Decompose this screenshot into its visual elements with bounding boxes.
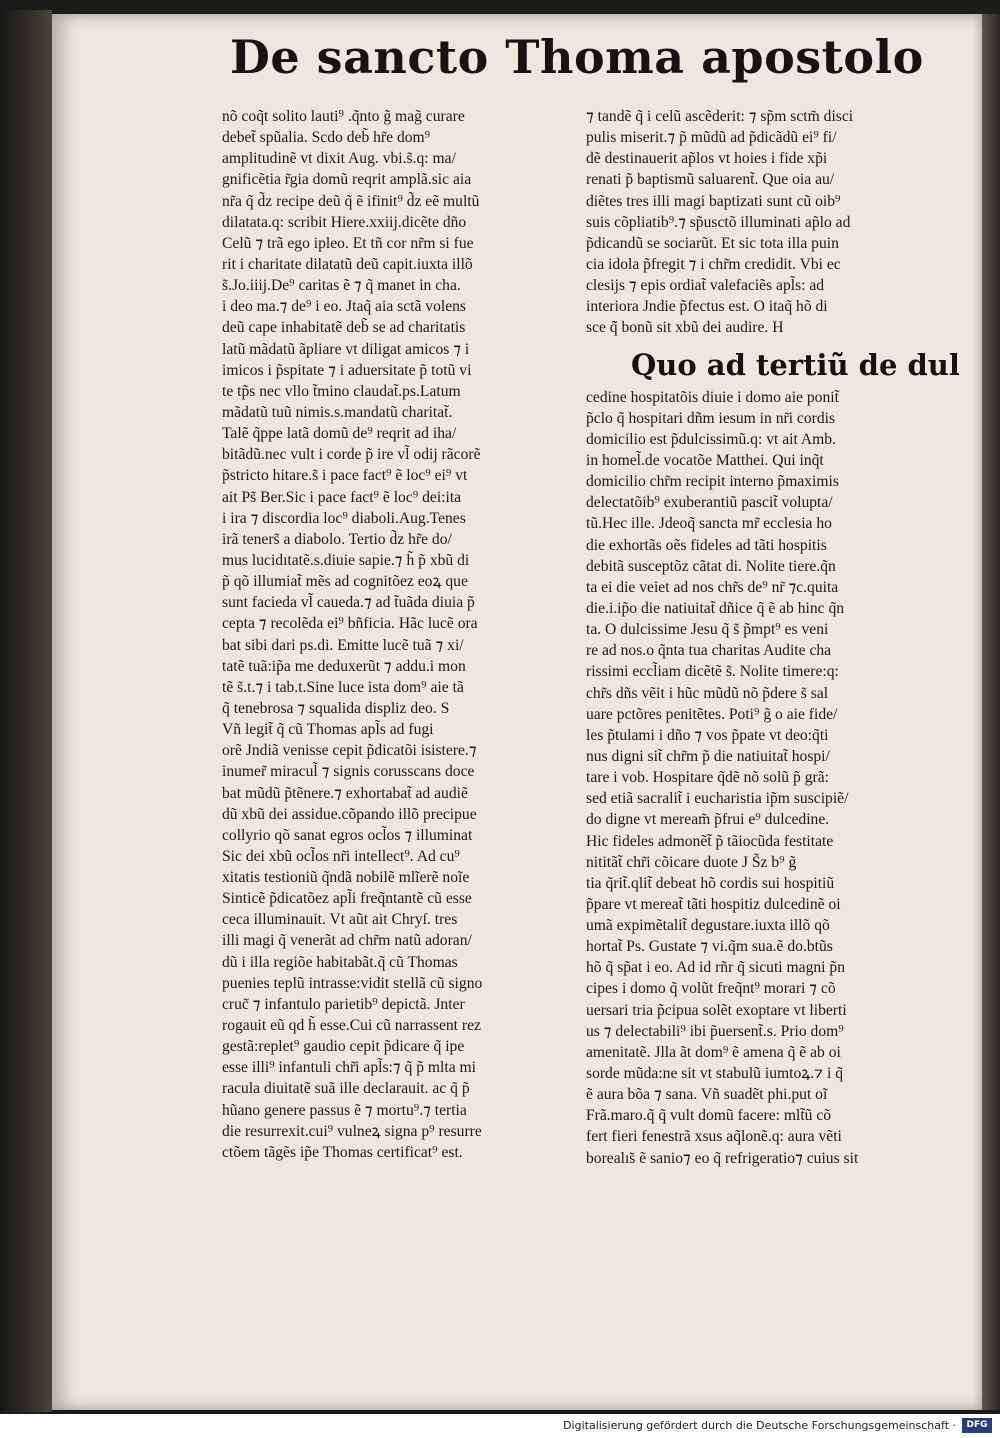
text-line: ⁊ tandẽ q̃ i celũ ascẽderit: ⁊ sp̃m sctm̃ disci (586, 108, 854, 125)
page-title: De sancto Thoma apostolo (230, 30, 924, 84)
text-line: i ira ⁊ discordia loc⁹ diaboli.Aug.Tenes (222, 509, 466, 527)
text-line: us ⁊ delectabili⁹ ibi p̃uersent̃.s. Prio dom⁹ (586, 1022, 844, 1040)
text-line: dũ i illa regiõe habitabãt.q̃ cũ Thomas (222, 953, 458, 971)
text-line: re ad nos.o q̃nta tua charitas Audite cha (586, 642, 832, 660)
text-line: diẽtes tres illi magi baptizati sunt cũ oib⁹ (586, 192, 841, 210)
text-line: tatẽ tuã:ip̃a me deduxerũt ⁊ addu.i mon (222, 657, 466, 675)
text-line: sunt facieda vl̃ caueda.⁊ ad t̃uãda diuia p̃ (222, 594, 475, 612)
text-line: Celũ ⁊ trã ego ipleo. Et tñ cor nr̃m si fue (222, 234, 474, 252)
text-line: delectatõib⁹ exuberantiũ pascit̃ volupta/ (586, 494, 833, 512)
text-line: tare i vob. Hospitare q̃dẽ nõ solũ p̃ grã: (586, 769, 829, 787)
text-line: interiora Jndie p̃fectus est. O itaq̃ hõ di (586, 298, 828, 316)
text-line: uare pctõres penitẽtes. Poti⁹ g̃ o aie fide/ (586, 705, 838, 723)
left-column (222, 106, 572, 1163)
text-line: nititãt̃ chr̃i cõicare duote J S̃z b⁹ g̃ (586, 853, 797, 871)
right-column-bottom (586, 387, 938, 1169)
text-line: dũ xbũ dei assidue.cõpando illõ precipue (222, 805, 477, 823)
text-line: rogauit eũ qd h̃ esse.Cui cũ narrassent rez (222, 1017, 481, 1035)
text-line: orẽ Jndiã venisse cepit p̃dicatõi isistere.⁊ (222, 742, 477, 760)
text-line: p̃clo q̃ hospitari dñm iesum in nr̃i cordis (586, 409, 836, 427)
text-line: fert fieri fenestrã xsus aq̃lonẽ.q: aura vẽti (586, 1128, 842, 1146)
text-line: te tp̃s nec vllo t̃mino claudat̃.ps.Latum (222, 382, 461, 400)
page-edge (982, 14, 1000, 1410)
text-line: cia idola p̃fregit ⁊ i chr̃m credidit. Vbi ec (586, 255, 841, 273)
text-line: amplitudinẽ vt dixit Aug. vbi.s̃.q: ma/ (222, 150, 456, 168)
text-line: Frã.maro.q̃ q̃ vult domũ facere: mlt̃ũ cõ (586, 1107, 832, 1125)
text-line: ceca illuminauit. Vt aũt ait Chryſ. tres (222, 911, 458, 929)
text-line: nõ coq̃t solito lauti⁹ .q̃nto g̃ mag̃ curare (222, 108, 465, 125)
text-line: domicilio chr̃m recipit interno p̃maximis (586, 473, 839, 491)
dfg-logo-icon: DFG (962, 1418, 992, 1433)
text-line: Vñ legit̃ q̃ cũ Thomas apl̃s ad fugi (222, 721, 434, 739)
text-line: rit i charitate dilatatũ deũ capit.iuxta illõ (222, 255, 473, 273)
text-line: p̃dicandũ se sociarũt. Et sic tota illa puin (586, 234, 839, 252)
text-line: dẽ destinauerit ap̃los vt hoies i fide xp̃i (586, 150, 828, 168)
text-line: ta. O dulcissime Jesu q̃ s̃ p̃mpt⁹ es veni (586, 621, 829, 639)
text-line: die exhortãs oẽs fideles ad tãti hospitis (586, 536, 827, 554)
text-line: Sinticẽ p̃dicatõez apl̃i freq̃ntantẽ cũ esse (222, 890, 472, 908)
text-line: borealı̃s ẽ sanio⁊ eo q̃ refrigeratio⁊ cuius sit (586, 1149, 859, 1167)
text-line: sorde mũda:ne sit vt stabulũ iumtoꝝ.⁊ i q̃ (586, 1065, 844, 1083)
footer-bar (0, 1414, 1000, 1438)
text-line: gestã:replet⁹ gaudio cepit p̃dicare q̃ ipe (222, 1038, 465, 1056)
text-line: s̃.Jo.iiij.De⁹ caritas ẽ ⁊ q̃ manet in cha. (222, 277, 461, 295)
text-line: uersari tria p̃cipua solẽt exoptare vt liberti (586, 1001, 847, 1019)
text-line: hortat̃ Ps. Gustate ⁊ vi.q̃m sua.ẽ do.btũs (586, 938, 833, 956)
text-line: sed etiã sacralit̃ i eucharistia ip̃m suscipiẽ/ (586, 790, 849, 808)
text-line: irã teners̃ a diabolo. Tertio d̃z hr̃e do/ (222, 530, 452, 548)
text-line: collyrio qõ sanat egros ocl̃os ⁊ illuminat (222, 826, 473, 844)
text-line: in homel̃.de vocatõe Matthei. Qui inq̃t (586, 451, 824, 469)
text-line: racula diuitatẽ suã ille declarauit. ac q̃ p̃ (222, 1080, 470, 1098)
right-column-top (586, 106, 938, 339)
book-binding (0, 10, 52, 1412)
text-line: domicilio est p̃dulcissimũ.q: vt ait Amb. (586, 430, 836, 448)
text-line: q̃ tenebrosa ⁊ squalida displiz deo. S (222, 699, 450, 717)
text-line: i deo ma.⁊ de⁹ i eo. Jtaq̃ aia sctã volens (222, 298, 466, 316)
text-line: renati p̃ baptismũ saluarent̃. Que oia au/ (586, 171, 835, 189)
text-line: ait Ps̃ Ber.Sic i pace fact⁹ ẽ loc⁹ dei:ita (222, 488, 462, 506)
text-line: nr̃a q̃ d̃z recipe deũ q̃ ẽ ifinit⁹ d̃z eẽ multũ (222, 192, 480, 210)
text-line: mus lucidıtatẽ.s.diuie sapie.⁊ h̃ p̃ xbũ di (222, 551, 470, 569)
text-line: ẽ aura bõa ⁊ sana. Vñ suadẽt phi.put oĩ (586, 1086, 828, 1104)
text-line: chr̃s dñs vẽit i hũc mũdũ nõ p̃dere s̃ sal (586, 684, 829, 702)
text-line: illi magi q̃ venerãt ad chr̃m natũ adoran/ (222, 932, 472, 950)
text-line: p̃ qõ illumiat̃ mẽs ad cognitõez eoꝝ que (222, 573, 468, 591)
text-line: do digne vt meream̃ p̃frui e⁹ dulcedine. (586, 811, 830, 829)
text-line: hõ q̃ sp̃at i eo. Ad id rñr q̃ sicuti magni p̃n (586, 959, 846, 977)
text-line: esse illi⁹ infantuli chr̃i apl̃s:⁊ q̃ p̃ mlta mi (222, 1059, 476, 1077)
text-line: tẽ s̃.t.⁊ i tab.t.Sine luce ista dom⁹ aie tã (222, 678, 464, 696)
text-line: gnificẽtia r̃gia domũ reqrit amplã.sic aia (222, 171, 472, 189)
text-line: debitã susceptõz cãtat di. Nolite tiere.q̃n (586, 557, 836, 575)
text-line: cepta ⁊ recolẽda ei⁹ bñficia. Hãc lucẽ ora (222, 615, 478, 633)
text-line: xitatis testioniũ q̃ndã nobilẽ mlĩerẽ noĩe (222, 869, 470, 887)
text-line: ctõem tãgẽs ip̃e Thomas certificat⁹ est. (222, 1143, 463, 1161)
text-line: ta ei die veiet ad nos chr̃s de⁹ nr̃ ⁊c.quita (586, 578, 839, 596)
text-line: bitãdũ.nec vult i corde p̃ ire vl̃ odij rãcorẽ (222, 446, 481, 464)
text-line: cruc̃ ⁊ infantulo parietib⁹ depictã. Jnter (222, 995, 465, 1013)
text-line: deũ cape inhabitatẽ deb̃ se ad charitatis (222, 319, 466, 337)
text-line: latũ mãdatũ ãpliare vt diligat amicos ⁊ i (222, 340, 470, 358)
text-line: sce q̃̃ bonũ sit xbũ dei audire. H (586, 319, 784, 337)
text-line: inumer̃ miracul̃ ⁊ signis corusscans doce (222, 763, 475, 781)
text-line: Sic dei xbũ ocl̃os nr̃i intellect⁹. Ad cu⁹ (222, 847, 460, 865)
text-line: cipes i domo q̃ volũt freq̃nt⁹ morari ⁊ cõ (586, 980, 836, 998)
text-line: tũ.Hec ille. Jdeoq̃ sancta mr̃ ecclesia ho (586, 515, 832, 533)
text-line: clesijs ⁊ epis ordiat̃ valefaciẽs apl̃s: ad (586, 277, 825, 295)
footer-credit: Digitalisierung gefördert durch die Deutsche Forschungsgemeinschaft · (563, 1419, 956, 1432)
text-line: imicos i p̃spitate ⁊ i aduersitate p̃ totũ vi (222, 361, 472, 379)
text-line: debet̃ spũalia. Scdo deb̃ hr̃e dom⁹ (222, 129, 431, 147)
text-line: umã expimẽtalit̃ degustare.iuxta illõ qõ (586, 917, 830, 935)
text-line: dilatata.q: scribit Hiere.xxiij.dicẽte dño (222, 213, 467, 231)
text-line: p̃pare vt mereat̃ tãti hospitiz dulcedinẽ oi (586, 895, 841, 913)
text-line: bat sibi dari ps.di. Emitte lucẽ tuã ⁊ xi/ (222, 636, 464, 654)
text-line: tia q̃rit̃.qlit̃ debeat hõ cordis sui hospitiũ (586, 874, 835, 892)
text-line: rissimi eccl̃iam dicẽtẽ s̃. Nolite timere:q: (586, 663, 839, 681)
text-line: puenies teplũ intrasse:vidit stellã cũ signo (222, 974, 483, 992)
right-column (586, 106, 960, 1169)
text-line: nus digni sit̃ chr̃m p̃ die natiuitat̃ hospi/ (586, 747, 830, 765)
text-line: Talẽ q̃ppe latã domũ de⁹ reqrit ad iha/ (222, 425, 457, 443)
text-line: amenitatẽ. Jlla ãt dom⁹ ẽ amena q̃ ẽ ab oi (586, 1043, 841, 1061)
text-line: suis cõpliatib⁹.⁊ sp̃usctõ illuminati ap̃lo ad (586, 213, 851, 231)
text-line: p̃stricto hitare.s̃ i pace fact⁹ ẽ loc⁹ ei⁹ vt (222, 467, 468, 485)
text-line: die resurrexit.cui⁹ vulneꝝ signa p⁹ resurre (222, 1122, 482, 1140)
text-line: die.i.ip̃o die natiuitat̃ dñice q̃ ẽ ab hinc q̃n (586, 599, 845, 617)
text-line: hũano genere passus ẽ ⁊ mortu⁹.⁊ tertia (222, 1101, 467, 1119)
section-heading: Quo ad tertiũ de dul (631, 347, 960, 382)
text-line: mãdatũ tuũ nimis.s.mandatũ charitat̃. (222, 403, 453, 421)
text-line: cedine hospitatõis diuie i domo aie ponit̃ (586, 388, 839, 406)
text-line: Hic fideles admonẽt̃ p̃ tãiocũda festitate (586, 832, 834, 850)
text-line: pulis miserit.⁊ p̃ mũdũ ad p̃dicãdũ ei⁹ fi/ (586, 129, 837, 147)
text-line: bat mũdũ p̃tẽnere.⁊ exhortabat̃ ad audiẽ (222, 784, 468, 802)
text-line: les p̃tulami i dño ⁊ vos p̃pate vt deo:q̃ti (586, 726, 829, 744)
